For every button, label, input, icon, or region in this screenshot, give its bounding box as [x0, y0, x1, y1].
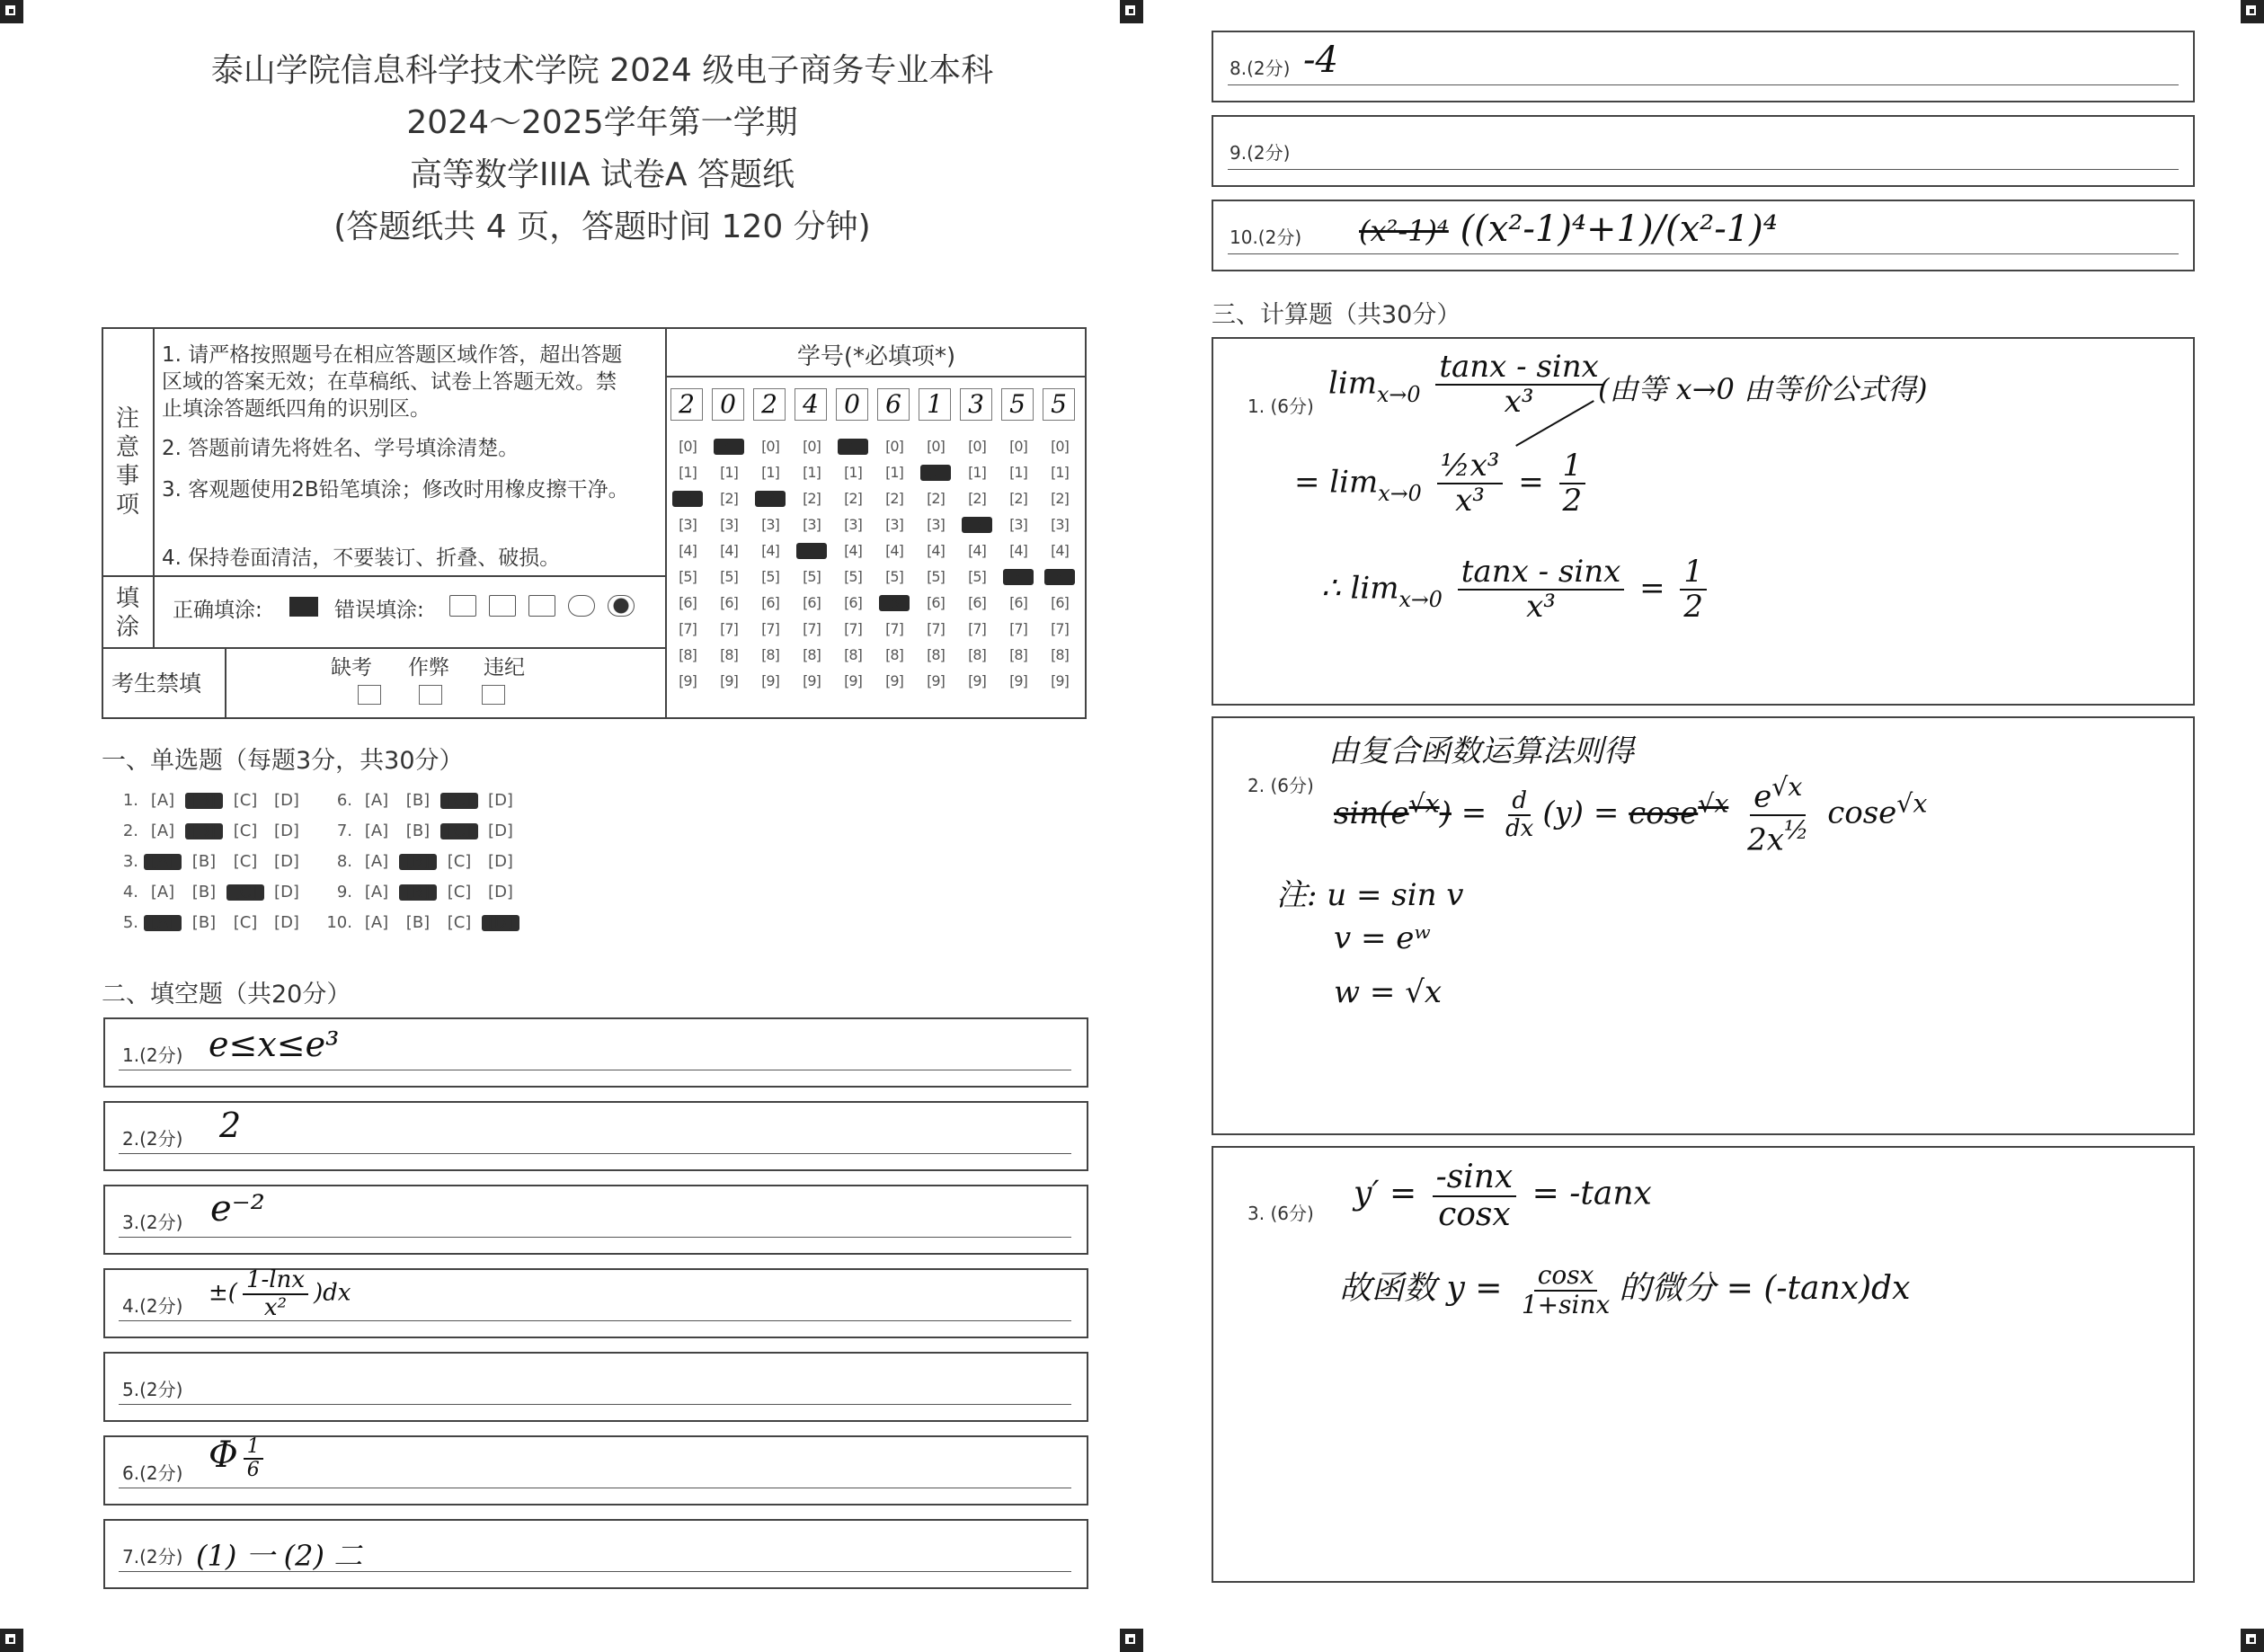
student-id-bubble[interactable]: [7]	[720, 620, 738, 637]
student-id-bubble[interactable]: [7]	[761, 620, 779, 637]
mc-option-bubble[interactable]: [B]	[405, 822, 431, 840]
mc-option-bubble[interactable]: [B]	[185, 793, 223, 809]
student-id-bubble[interactable]: [4]	[761, 542, 779, 559]
mc-option-bubble[interactable]: [B]	[191, 883, 217, 901]
student-id-bubble[interactable]: [0]	[885, 438, 903, 455]
student-id-digit-cell: 4	[795, 388, 827, 421]
calc-2-line-2: $\sin(e^{√x})$ = $\frac{d}{dx}$ (y) = cose$^{√x}$ $\frac{e^{√x}}{2x^{\frac{1}{2}}}$ cose$^{√x}$	[1334, 772, 1928, 858]
student-id-bubble[interactable]: [6]	[1009, 594, 1027, 611]
mc-question-row	[316, 822, 523, 840]
student-id-bubble[interactable]: [5]	[1003, 569, 1034, 585]
mc-option-bubble[interactable]: [C]	[233, 791, 258, 810]
student-id-bubble[interactable]: [3]	[761, 516, 779, 533]
student-id-bubble[interactable]: [9]	[885, 672, 903, 689]
mc-question-number: 10.	[326, 913, 352, 932]
mc-option-bubble[interactable]: [C]	[440, 823, 478, 839]
mc-option-bubble[interactable]: [B]	[405, 913, 431, 932]
mc-option-bubble[interactable]: [C]	[447, 852, 472, 871]
student-id-bubble[interactable]: [9]	[968, 672, 986, 689]
calc-2-label: 2. (6分)	[1247, 775, 1314, 796]
correct-fill-label: 正确填涂:	[173, 599, 262, 622]
fill-answer-7: (1) 一 (2) 二	[196, 1539, 363, 1573]
calc-heading: 三、计算题（共30分）	[1212, 301, 1461, 329]
fill-answer-1: e≤x≤e³	[209, 1025, 340, 1064]
student-id-bubble[interactable]: [2]	[968, 490, 986, 507]
notice-item-4: 4. 保持卷面清洁，不要装订、折叠、破损。	[162, 546, 561, 570]
corner-marker-bottom-right	[2241, 1629, 2264, 1652]
student-id-bubble[interactable]: [7]	[1009, 620, 1027, 637]
fill-question-label: 6.(2分)	[122, 1462, 183, 1484]
calc-2-note-w: w = √x	[1334, 974, 1443, 1010]
wrong-fill-dash-example	[528, 595, 555, 617]
student-id-bubble[interactable]: [3]	[885, 516, 903, 533]
student-id-bubble[interactable]: [1]	[1009, 464, 1027, 481]
mc-option-bubble[interactable]: [D]	[482, 915, 519, 931]
mc-option-bubble[interactable]: [D]	[274, 913, 299, 932]
calc-1-label: 1. (6分)	[1247, 395, 1314, 417]
header-line-3: 高等数学IIIA 试卷A 答题纸	[410, 156, 795, 193]
mc-option-bubble[interactable]: [B]	[399, 884, 437, 901]
fill-question-label: 3.(2分)	[122, 1212, 183, 1233]
student-id-bubble[interactable]: [9]	[679, 672, 697, 689]
student-id-bubble[interactable]: [0]	[679, 438, 697, 455]
mc-option-bubble[interactable]: [A]	[364, 913, 389, 932]
mc-option-bubble[interactable]: [D]	[488, 822, 513, 840]
student-id-bubble[interactable]: [0]	[968, 438, 986, 455]
student-id-bubble[interactable]: [4]	[796, 543, 827, 559]
mc-option-bubble[interactable]: [D]	[488, 852, 513, 871]
student-id-bubble[interactable]: [8]	[679, 646, 697, 663]
mc-question-row	[102, 791, 309, 810]
fill-answer-box[interactable]	[103, 1101, 1088, 1171]
student-id-bubble[interactable]: [8]	[720, 646, 738, 663]
wrong-fill-bar-example	[489, 595, 516, 617]
student-id-bubble[interactable]: [8]	[761, 646, 779, 663]
student-id-bubble[interactable]: [1]	[761, 464, 779, 481]
student-id-bubble[interactable]: [2]	[1009, 490, 1027, 507]
student-id-digit-cell: 0	[836, 388, 868, 421]
student-id-bubble[interactable]: [8]	[1009, 646, 1027, 663]
fill-answer-2: 2	[219, 1106, 242, 1145]
fill-answer-box[interactable]	[1212, 115, 2195, 187]
mc-option-bubble[interactable]: [A]	[364, 852, 389, 871]
corner-marker-top-left	[0, 0, 23, 23]
student-id-bubble[interactable]: [8]	[885, 646, 903, 663]
student-id-bubble[interactable]: [6]	[679, 594, 697, 611]
forbid-cheat-label: 作弊	[408, 656, 449, 679]
student-id-bubble[interactable]: [0]	[838, 439, 868, 455]
student-id-bubble[interactable]: [6]	[844, 594, 862, 611]
student-id-digit-cell: 2	[753, 388, 786, 421]
student-id-digit-cell: 6	[877, 388, 910, 421]
fill-answer-4: ±( $\frac{1-\ln x}{\text{x²}}$ )dx	[209, 1266, 351, 1321]
student-id-bubble[interactable]: [2]	[803, 490, 821, 507]
student-id-bubble[interactable]: [0]	[1009, 438, 1027, 455]
mc-question-row	[102, 883, 309, 901]
mc-option-bubble[interactable]: [A]	[144, 854, 182, 870]
student-id-bubble[interactable]: [9]	[844, 672, 862, 689]
student-id-bubble[interactable]: [2]	[927, 490, 945, 507]
calc-1-note: (由等 x→0 由等价公式得)	[1598, 372, 1928, 406]
student-id-bubble[interactable]: [6]	[927, 594, 945, 611]
fill-answer-underline	[119, 1153, 1071, 1154]
student-id-bubble[interactable]: [7]	[927, 620, 945, 637]
mc-heading: 一、单选题（每题3分，共30分）	[102, 747, 464, 775]
fill-answer-6: Φ $\frac{1}{6}$	[209, 1434, 269, 1481]
mc-option-bubble[interactable]: [C]	[440, 793, 478, 809]
forbid-absent-checkbox[interactable]	[358, 685, 381, 705]
mc-option-bubble[interactable]: [A]	[364, 791, 389, 810]
mc-question-number: 4.	[122, 883, 138, 901]
mc-option-bubble[interactable]: [A]	[364, 822, 389, 840]
fill-answer-8: -4	[1303, 40, 1338, 81]
student-id-bubble[interactable]: [4]	[968, 542, 986, 559]
mc-option-bubble[interactable]: [B]	[399, 854, 437, 870]
mc-option-bubble[interactable]: [A]	[150, 883, 175, 901]
wrong-fill-dot-example	[608, 595, 635, 617]
student-id-digit-cell: 1	[919, 388, 951, 421]
student-id-bubble[interactable]: [7]	[968, 620, 986, 637]
calc-2-line-1: 由复合函数运算法则得	[1328, 733, 1634, 769]
student-id-bubble[interactable]: [8]	[927, 646, 945, 663]
student-id-bubble[interactable]: [4]	[844, 542, 862, 559]
student-id-bubble[interactable]: [5]	[803, 568, 821, 585]
fill-answer-underline	[119, 1404, 1071, 1405]
student-id-bubble[interactable]: [8]	[803, 646, 821, 663]
mc-question-number: 8.	[336, 852, 352, 871]
student-id-bubble[interactable]: [9]	[720, 672, 738, 689]
mc-option-bubble[interactable]: [D]	[274, 822, 299, 840]
fill-answer-box[interactable]	[1212, 31, 2195, 102]
wrong-fill-label: 错误填涂:	[334, 599, 424, 622]
student-id-bubble[interactable]: [4]	[1051, 542, 1069, 559]
student-id-bubble[interactable]: [6]	[761, 594, 779, 611]
notice-item-3: 3. 客观题使用2B铅笔填涂；修改时用橡皮擦干净。	[162, 478, 629, 502]
mc-question-number: 5.	[122, 913, 138, 932]
notice-item-1: 1. 请严格按照题号在相应答题区域作答，超出答题区域的答案无效；在草稿纸、试卷上答题无效。禁止填涂答题纸四角的识别区。	[162, 343, 623, 421]
corner-marker-bottom-left	[0, 1629, 23, 1652]
student-id-bubble[interactable]: [1]	[720, 464, 738, 481]
student-id-bubble[interactable]: [0]	[714, 439, 744, 455]
student-id-bubble[interactable]: [6]	[803, 594, 821, 611]
fill-question-label: 2.(2分)	[122, 1128, 183, 1150]
mc-option-bubble[interactable]: [A]	[150, 822, 175, 840]
student-id-bubble[interactable]: [7]	[679, 620, 697, 637]
mc-option-bubble[interactable]: [C]	[447, 913, 472, 932]
header-line-2: 2024～2025学年第一学期	[406, 104, 798, 141]
student-id-bubble[interactable]: [8]	[844, 646, 862, 663]
student-id-bubble[interactable]: [2]	[844, 490, 862, 507]
mc-option-bubble[interactable]: [C]	[226, 884, 264, 901]
mc-option-bubble[interactable]: [B]	[191, 852, 217, 871]
student-id-bubble[interactable]: [4]	[885, 542, 903, 559]
student-id-bubble[interactable]: [0]	[803, 438, 821, 455]
student-id-bubble[interactable]: [5]	[761, 568, 779, 585]
student-id-bubble[interactable]: [5]	[844, 568, 862, 585]
fill-heading: 二、填空题（共20分）	[102, 981, 351, 1008]
fill-question-label: 7.(2分)	[122, 1546, 183, 1568]
correct-fill-example	[289, 597, 318, 617]
student-id-digit-cell: 5	[1043, 388, 1075, 421]
mc-option-bubble[interactable]: [A]	[150, 791, 175, 810]
wrong-fill-check-example	[449, 595, 476, 617]
wrong-fill-circle-example	[568, 595, 595, 617]
student-id-bubble[interactable]: [7]	[803, 620, 821, 637]
student-id-bubble[interactable]: [9]	[1051, 672, 1069, 689]
mc-question-number: 6.	[336, 791, 352, 810]
mc-question-row	[316, 913, 523, 932]
mc-question-row	[102, 852, 309, 871]
student-id-bubble[interactable]: [6]	[968, 594, 986, 611]
student-id-bubble[interactable]: [1]	[968, 464, 986, 481]
student-id-digit-cell: 5	[1001, 388, 1034, 421]
student-id-bubble[interactable]: [2]	[885, 490, 903, 507]
mc-question-number: 2.	[122, 822, 138, 840]
notice-vertical-label: 注 意 事 项	[115, 405, 139, 519]
fill-answer-underline	[1228, 84, 2179, 85]
student-id-bubble[interactable]: [2]	[672, 491, 703, 507]
corner-marker-bottom-middle	[1120, 1629, 1143, 1652]
mc-question-row	[316, 883, 523, 901]
fill-question-label: 5.(2分)	[122, 1379, 183, 1400]
student-id-bubble[interactable]: [1]	[803, 464, 821, 481]
student-id-bubble[interactable]: [4]	[679, 542, 697, 559]
student-id-bubble[interactable]: [3]	[1051, 516, 1069, 533]
student-id-bubble[interactable]: [9]	[803, 672, 821, 689]
student-id-bubble[interactable]: [0]	[1051, 438, 1069, 455]
mc-option-bubble[interactable]: [C]	[233, 852, 258, 871]
student-id-bubble[interactable]: [6]	[879, 595, 910, 611]
student-id-bubble[interactable]: [5]	[968, 568, 986, 585]
student-id-bubble[interactable]: [3]	[803, 516, 821, 533]
student-id-digit-cell: 2	[670, 388, 703, 421]
student-id-bubble[interactable]: [3]	[679, 516, 697, 533]
mc-option-bubble[interactable]: [A]	[364, 883, 389, 901]
student-id-bubble[interactable]: [2]	[1051, 490, 1069, 507]
student-id-bubble[interactable]: [8]	[968, 646, 986, 663]
notice-item-2: 2. 答题前请先将姓名、学号填涂清楚。	[162, 437, 519, 460]
mc-question-row	[102, 913, 309, 932]
student-id-bubble[interactable]: [1]	[920, 465, 951, 481]
student-id-bubble[interactable]: [2]	[720, 490, 738, 507]
mc-question-row	[316, 791, 523, 810]
calc-3-label: 3. (6分)	[1247, 1203, 1314, 1224]
mc-question-number: 3.	[122, 852, 138, 871]
header-line-4: (答题纸共 4 页，答题时间 120 分钟)	[333, 209, 871, 245]
mc-option-bubble[interactable]: [C]	[447, 883, 472, 901]
student-id-bubble[interactable]: [0]	[761, 438, 779, 455]
mc-question-number: 1.	[122, 791, 138, 810]
student-id-bubble[interactable]: [5]	[720, 568, 738, 585]
mc-option-bubble[interactable]: [C]	[233, 913, 258, 932]
student-id-bubble[interactable]: [3]	[1009, 516, 1027, 533]
student-id-label: 学号(*必填项*)	[796, 343, 956, 370]
student-id-bubble[interactable]: [3]	[962, 517, 992, 533]
student-id-bubble[interactable]: [9]	[1009, 672, 1027, 689]
student-id-bubble[interactable]: [1]	[844, 464, 862, 481]
fill-answer-box[interactable]	[103, 1352, 1088, 1422]
forbid-violation-label: 违纪	[484, 656, 525, 679]
student-id-bubble[interactable]: [7]	[1051, 620, 1069, 637]
fill-question-label: 1.(2分)	[122, 1044, 183, 1066]
fill-answer-10: (x²-1)⁴ ((x²-1)⁴+1)/(x²-1)⁴	[1359, 209, 1778, 250]
student-id-bubble[interactable]: [5]	[679, 568, 697, 585]
mc-option-bubble[interactable]: [A]	[144, 915, 182, 931]
forbid-absent-label: 缺考	[331, 656, 372, 679]
mc-option-bubble[interactable]: [D]	[488, 883, 513, 901]
corner-marker-top-right	[2241, 0, 2264, 23]
mc-option-bubble[interactable]: [D]	[488, 791, 513, 810]
student-id-bubble[interactable]: [6]	[720, 594, 738, 611]
student-id-bubble[interactable]: [4]	[1009, 542, 1027, 559]
mc-question-number: 9.	[336, 883, 352, 901]
student-id-bubble[interactable]: [3]	[720, 516, 738, 533]
student-id-bubble[interactable]: [1]	[679, 464, 697, 481]
student-id-bubble[interactable]: [2]	[755, 491, 786, 507]
forbid-label: 考生禁填	[111, 671, 202, 697]
student-id-bubble[interactable]: [5]	[1044, 569, 1075, 585]
student-id-bubble[interactable]: [9]	[761, 672, 779, 689]
student-id-bubble[interactable]: [1]	[885, 464, 903, 481]
mc-option-bubble[interactable]: [D]	[274, 852, 299, 871]
calc-3-line-2: 故函数 y = $\frac{\cos x}{1+\sin x}$ 的微分 = (-tanx)dx	[1339, 1260, 1911, 1319]
student-id-bubble[interactable]: [4]	[927, 542, 945, 559]
mc-option-bubble[interactable]: [C]	[233, 822, 258, 840]
fill-answer-underline	[1228, 169, 2179, 170]
mc-question-number: 7.	[336, 822, 352, 840]
student-id-bubble[interactable]: [3]	[927, 516, 945, 533]
calc-2-note-v: v = eʷ	[1334, 920, 1431, 956]
calc-1-line-3: ∴ $\lim_{x\to 0}$ $\frac{\tan x - \sin x}{\text{x³}}$ = $\frac{1}{2}$	[1321, 555, 1712, 625]
student-id-bubble[interactable]: [8]	[1051, 646, 1069, 663]
student-id-bubble[interactable]: [5]	[885, 568, 903, 585]
mc-question-row	[316, 852, 523, 871]
fill-question-label: 10.(2分)	[1230, 226, 1302, 248]
fill-question-label: 4.(2分)	[122, 1295, 183, 1317]
fill-question-label: 9.(2分)	[1230, 142, 1291, 164]
fill-question-label: 8.(2分)	[1230, 58, 1291, 79]
student-id-bubble[interactable]: [4]	[720, 542, 738, 559]
mc-option-bubble[interactable]: [B]	[191, 913, 217, 932]
forbid-cheat-checkbox[interactable]	[419, 685, 442, 705]
mc-question-row	[102, 822, 309, 840]
student-id-bubble[interactable]: [6]	[1051, 594, 1069, 611]
student-id-bubble[interactable]: [7]	[885, 620, 903, 637]
header-line-1: 泰山学院信息科学技术学院 2024 级电子商务专业本科	[210, 52, 994, 89]
student-id-bubble[interactable]: [3]	[844, 516, 862, 533]
fill-vertical-label: 填 涂	[115, 585, 139, 641]
student-id-bubble[interactable]: [0]	[927, 438, 945, 455]
mc-option-bubble[interactable]: [D]	[274, 883, 299, 901]
mc-option-bubble[interactable]: [B]	[185, 823, 223, 839]
student-id-bubble[interactable]: [1]	[1051, 464, 1069, 481]
calc-1-line-1: $\lim_{x\to 0}$ $\frac{\tan x - \sin x}{\text{x³}}$	[1328, 351, 1608, 420]
calc-1-line-2: = $\lim_{x\to 0}$ $\frac{\text{½x³}}{\text{x³}}$ = $\frac{1}{2}$	[1294, 449, 1591, 519]
student-id-bubble[interactable]: [7]	[844, 620, 862, 637]
fill-answer-underline	[1228, 253, 2179, 254]
student-id-digit-cell: 3	[960, 388, 992, 421]
calc-2-note-u: 注: u = sin v	[1276, 877, 1464, 913]
calc-3-line-1: y′ = $\frac{-\sin x}{\cos x}$ = -tanx	[1354, 1159, 1652, 1233]
mc-option-bubble[interactable]: [B]	[405, 791, 431, 810]
student-id-digit-cell: 0	[712, 388, 744, 421]
fill-answer-underline	[119, 1237, 1071, 1238]
student-id-bubble[interactable]: [5]	[927, 568, 945, 585]
forbid-violation-checkbox[interactable]	[482, 685, 505, 705]
student-id-bubble[interactable]: [9]	[927, 672, 945, 689]
fill-answer-3: e⁻²	[210, 1188, 265, 1230]
corner-marker-top-middle	[1120, 0, 1143, 23]
mc-option-bubble[interactable]: [D]	[274, 791, 299, 810]
